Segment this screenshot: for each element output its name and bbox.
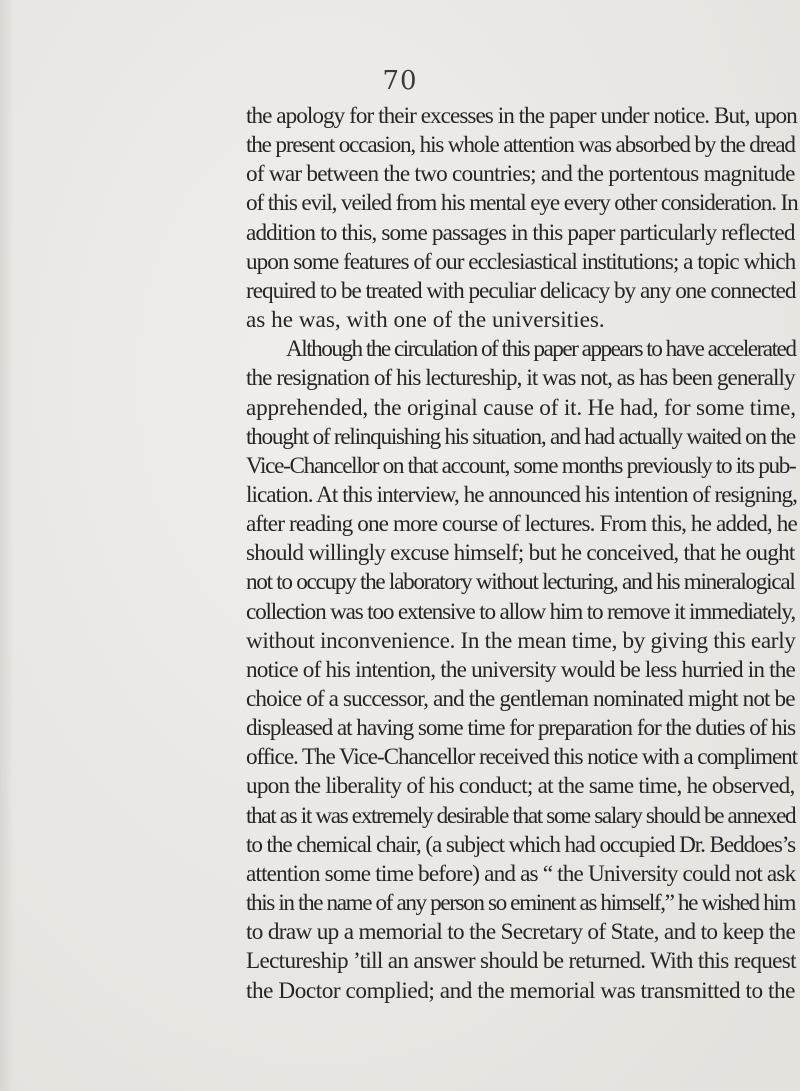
text-line: after reading one more course of lectures. From this, he added, he (246, 511, 797, 538)
paragraph-first-line: Although the circulation of this paper appears to have accelerated (286, 336, 796, 363)
text-line: collection was too extensive to allow him to remove it immediately, (246, 598, 795, 625)
text-line: apprehended, the original cause of it. He had, for some time, (246, 394, 796, 421)
text-line: the present occasion, his whole attention was absorbed by the dread (246, 132, 795, 159)
text-line: without inconvenience. In the mean time, by giving this early (246, 627, 796, 654)
text-line: that as it was extremely desirable that some salary should be annexed (246, 802, 796, 829)
text-line: of war between the two countries; and the portentous magnitude (246, 161, 795, 188)
text-line: choice of a successor, and the gentleman nominated might not be (246, 686, 795, 712)
text-line: the Doctor complied; and the memorial was transmitted to the (246, 977, 796, 1004)
text-line: thought of relinquishing his situation, and had actually waited on the (246, 423, 795, 450)
text-line: office. The Vice-Chancellor received this notice with a compliment (246, 744, 798, 771)
text-line: to the chemical chair, (a subject which had occupied Dr. Beddoes’s (246, 831, 796, 858)
text-line: lication. At this interview, he announced his intention of resigning, (246, 481, 797, 508)
text-line: Vice-Chancellor on that account, some months previously to its pub- (246, 452, 796, 479)
text-line: upon some features of our ecclesiastical institutions; a topic which (246, 248, 796, 275)
text-line: addition to this, some passages in this paper particularly reflected (246, 219, 795, 246)
text-line: attention some time before) and as “ the University could not ask (246, 860, 796, 887)
text-line: notice of his intention, the university would be less hurried in the (246, 656, 796, 683)
text-line: the apology for their excesses in the paper under notice. But, upon (246, 103, 797, 129)
text-line: Lectureship ’till an answer should be returned. With this request (246, 948, 796, 975)
text-line: should willingly excuse himself; but he conceived, that he ought (246, 540, 795, 567)
text-line: upon the liberality of his conduct; at the same time, he observed, (246, 773, 795, 800)
page-number: 70 (382, 66, 418, 96)
text-line: of this evil, veiled from his mental eye every other consideration. In (246, 190, 798, 217)
text-line: to draw up a memorial to the Secretary of State, and to keep the (246, 919, 796, 946)
text-line: the resignation of his lectureship, it was not, as has been generally (246, 365, 795, 392)
text-line: displeased at having some time for preparation for the duties of his (246, 715, 796, 742)
text-line: not to occupy the laboratory without lecturing, and his mineralogical (246, 569, 795, 596)
text-line: as he was, with one of the universities. (246, 307, 605, 334)
text-line: this in the name of any person so eminent as himself,” he wished him (246, 890, 795, 917)
page-gutter-shadow (0, 0, 14, 1091)
text-line: required to be treated with peculiar delicacy by any one connected (246, 277, 796, 304)
